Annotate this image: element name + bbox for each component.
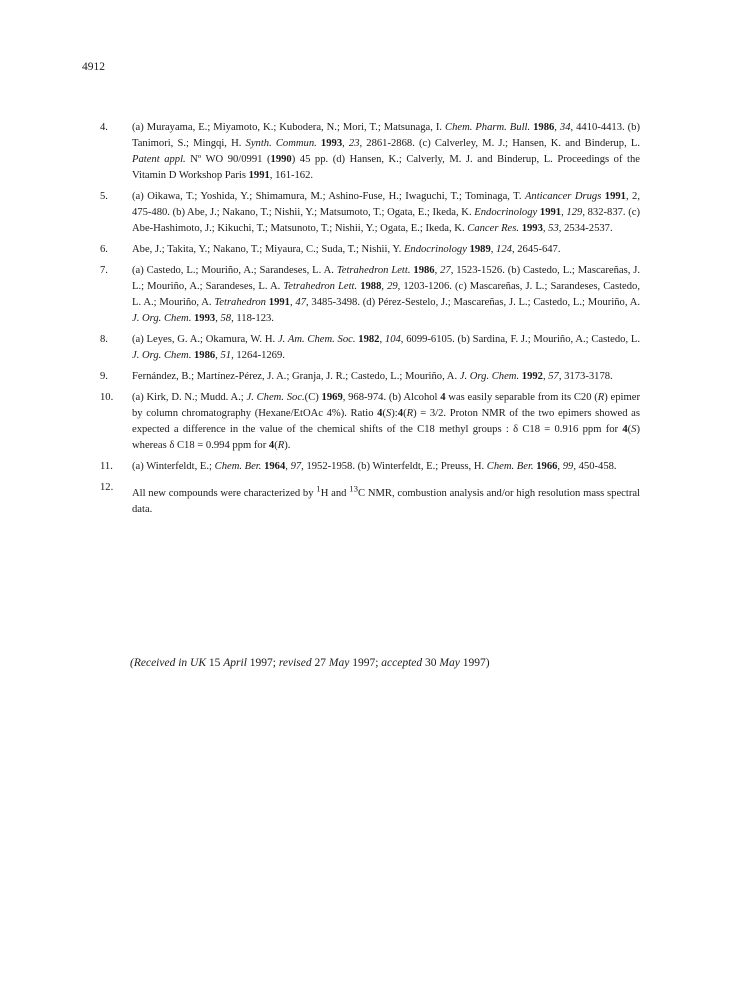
reference-text — [132, 483, 640, 515]
text-segment: Chem. Pharm. Bull. — [445, 122, 531, 133]
text-segment: 4 — [377, 408, 383, 419]
text-segment: , — [557, 461, 563, 472]
text-segment: , 161-162. — [269, 170, 314, 181]
text-segment: 1986 — [533, 122, 555, 133]
text-segment: , — [342, 138, 349, 149]
text-segment: S — [385, 408, 392, 419]
text-segment: Nº WO 90/0991 ( — [185, 154, 271, 165]
text-segment: 124 — [496, 244, 512, 255]
text-segment: (C) — [304, 392, 322, 403]
text-segment: , 3173-3178. — [558, 371, 613, 382]
text-segment: J. Org. Chem. — [132, 350, 192, 361]
reference-number: 10. — [100, 392, 114, 403]
text-segment: ). — [284, 440, 291, 451]
text-segment: 1966 — [536, 461, 558, 472]
text-segment: , — [542, 223, 549, 234]
text-segment: , — [434, 265, 441, 276]
text-segment: , 1203-1206. (c) Mascareñas, J. L.; Sarandeses, Castedo, L. A.; Mouriño, A. — [132, 281, 640, 308]
reference-text — [132, 392, 640, 451]
text-segment: R — [277, 440, 285, 451]
text-segment: 1990 — [270, 154, 292, 165]
text-segment: , 832-837. (c) Abe-Hashimoto, J.; Kikuchi, T.; Matsunoto, T.; Nishii, Y.; Ogata, E.; Ikeda, K. — [132, 207, 641, 234]
text-segment: 1993 — [521, 223, 543, 234]
text-segment: 4 — [268, 440, 275, 451]
text-segment: S — [631, 424, 637, 435]
text-segment: 1991 — [248, 170, 270, 181]
reference-item — [100, 369, 640, 385]
text-segment: J. Am. Chem. Soc. — [277, 334, 356, 345]
text-segment: 4 — [622, 424, 628, 435]
reference-item — [100, 189, 640, 237]
text-segment: May — [328, 657, 350, 669]
reference-text — [132, 461, 617, 472]
text-segment: , 2645-647. — [511, 244, 561, 255]
text-segment: , — [554, 122, 560, 133]
text-segment: Chem. Ber. — [486, 461, 534, 472]
reference-text — [132, 244, 561, 255]
text-segment: ) = 3/2. Proton NMR of the two epimers showed as expected a difference in the value of the chemical shifts of the C18 methyl groups : δ C18 = 0.916 ppm for — [132, 408, 640, 435]
text-segment: 99 — [562, 461, 574, 472]
text-segment: 1986 — [413, 265, 435, 276]
text-segment: , 1264-1269. — [231, 350, 285, 361]
text-segment: Fernández, B.; Martínez-Pérez, J. A.; Granja, J. R.; Castedo, L.; Mouriño, A. — [132, 371, 460, 382]
text-segment: 27 — [311, 657, 329, 669]
text-segment: , 2, 475-480. (b) Abe, J.; Nakano, T.; Nishii, Y.; Matsumoto, T.; Ogata, E.; Ikeda, K. — [132, 191, 640, 218]
text-segment: Patent appl. — [132, 154, 186, 165]
reference-number: 5. — [100, 191, 108, 202]
text-segment: , — [215, 350, 221, 361]
text-segment: ) whereas δ C18 = 0.994 ppm for — [132, 424, 640, 451]
text-segment: ): — [391, 408, 398, 419]
text-segment: May — [439, 657, 460, 669]
text-segment: , 450-458. — [573, 461, 617, 472]
text-segment: 51 — [220, 350, 232, 361]
text-segment: 23 — [348, 138, 360, 149]
text-segment: , 2861-2868. (c) Calverley, M. J.; Hansen, K. and Binderup, L. — [359, 138, 640, 149]
text-segment: Endocrinology — [403, 244, 467, 255]
text-segment: (a) Leyes, G. A.; Okamura, W. H. — [132, 334, 278, 345]
text-segment: 1991 — [268, 297, 290, 308]
text-segment: 1988 — [360, 281, 382, 292]
text-segment: 1969 — [321, 392, 343, 403]
text-segment: ( — [403, 408, 407, 419]
text-segment: 1991 — [539, 207, 562, 218]
text-segment: 47 — [295, 297, 306, 308]
text-segment: (Received in UK — [130, 657, 206, 669]
text-segment: Tetrahedron — [214, 297, 266, 308]
text-segment: , 4410-4413. (b) Tanimori, S.; Mingqi, H. — [132, 122, 641, 149]
reference-number: 12. — [100, 482, 114, 493]
text-segment: 1997) — [459, 657, 490, 669]
text-segment: 4 — [440, 392, 446, 403]
reference-item — [100, 332, 640, 364]
text-segment: , — [215, 313, 221, 324]
text-segment: , — [379, 334, 385, 345]
text-segment: All new compounds were characterized by — [132, 487, 317, 499]
reference-number: 11. — [100, 461, 113, 472]
text-segment: Cancer Res. — [467, 223, 520, 234]
text-segment: 1997; — [349, 657, 382, 669]
reference-number: 7. — [100, 265, 108, 276]
text-segment: (a) Kirk, D. N.; Mudd. A.; — [132, 392, 247, 403]
text-segment: ( — [627, 424, 632, 435]
reference-text — [132, 122, 640, 181]
reference-item — [100, 390, 640, 454]
text-segment: Tetrahedron Lett. — [283, 281, 358, 292]
text-segment: , 3485-3498. (d) Pérez-Sestelo, J.; Mascareñas, J. L.; Castedo, L.; Mouriño, A. — [306, 297, 641, 308]
text-segment: Synth. Commun. — [245, 138, 317, 149]
text-segment: 15 — [206, 657, 224, 669]
page-number: 4912 — [82, 61, 105, 73]
text-segment: 29 — [387, 281, 398, 292]
text-segment: , 6099-6105. (b) Sardina, F. J.; Mouriño, A.; Castedo, L. — [400, 334, 641, 345]
text-segment: , — [285, 461, 291, 472]
text-segment: 1993 — [194, 313, 216, 324]
text-segment: revised — [278, 657, 312, 669]
text-segment: J. Org. Chem. — [459, 371, 520, 382]
text-segment: 1993 — [320, 138, 343, 149]
text-segment: R — [597, 392, 605, 403]
received-dates-note — [130, 657, 490, 669]
text-segment: , 118-123. — [231, 313, 274, 324]
text-segment: 53 — [548, 223, 559, 234]
reference-number: 8. — [100, 334, 108, 345]
text-segment: 34 — [559, 122, 571, 133]
reference-number: 6. — [100, 244, 108, 255]
text-segment: Endocrinology — [474, 207, 538, 218]
text-segment: 58 — [220, 313, 232, 324]
reference-item — [100, 263, 640, 327]
text-segment: April — [223, 657, 247, 669]
text-segment: , — [490, 244, 497, 255]
text-segment: Tetrahedron Lett. — [336, 265, 411, 276]
text-segment: , 2534-2537. — [558, 223, 613, 234]
text-segment: ( — [274, 440, 278, 451]
text-segment: 1989 — [469, 244, 491, 255]
text-segment: 1991 — [604, 191, 626, 202]
text-segment: ) 45 pp. (d) Hansen, K.; Calverly, M. J. and Binderup, L. Proceedings of the Vitamin D Workshop Paris — [132, 154, 640, 181]
text-segment: ) epimer by column chromatography (Hexane/EtOAc 4%). Ratio — [132, 392, 640, 419]
text-segment: 1964 — [264, 461, 286, 472]
text-segment: 13 — [349, 483, 359, 493]
reference-text — [132, 265, 640, 324]
text-segment: (a) Castedo, L.; Mouriño, A.; Sarandeses, L. A. — [132, 265, 337, 276]
reference-text — [132, 334, 640, 361]
text-segment: H and — [320, 487, 350, 499]
text-segment: , 1952-1958. (b) Winterfeldt, E.; Preuss, H. — [301, 461, 487, 472]
text-segment: 1992 — [521, 371, 543, 382]
reference-item — [100, 242, 640, 258]
text-segment: , — [542, 371, 549, 382]
text-segment: , 968-974. (b) Alcohol — [342, 392, 441, 403]
reference-text — [132, 191, 640, 234]
reference-item — [100, 480, 640, 518]
reference-number: 4. — [100, 122, 108, 133]
text-segment: C NMR, combustion analysis and/or high resolution mass spectral data. — [132, 487, 640, 515]
text-segment: , — [381, 281, 388, 292]
text-segment: , — [561, 207, 567, 218]
text-segment: accepted — [381, 657, 423, 669]
text-segment: R — [406, 408, 414, 419]
text-segment: 4 — [397, 408, 404, 419]
text-segment: 104 — [384, 334, 401, 345]
reference-item — [100, 120, 640, 184]
reference-number: 9. — [100, 371, 108, 382]
text-segment: 1982 — [358, 334, 380, 345]
text-segment: 97 — [290, 461, 302, 472]
text-segment: 1997; — [246, 657, 279, 669]
text-segment: J. Chem. Soc. — [246, 392, 305, 403]
text-segment: ( — [382, 408, 386, 419]
text-segment: Anticancer Drugs — [524, 191, 602, 202]
text-segment: 30 — [422, 657, 440, 669]
text-segment: , 1523-1526. (b) Castedo, L.; Mascareñas, J. L.; Mouriño, A.; Sarandeses, L. A. — [132, 265, 641, 292]
text-segment: (a) Oikawa, T.; Yoshida, Y.; Shimamura, M.; Ashino-Fuse, H.; Iwaguchi, T.; Tominaga, T. — [132, 191, 525, 202]
text-segment: 27 — [440, 265, 451, 276]
text-segment: was easily separable from its C20 ( — [445, 392, 598, 403]
reference-list — [100, 120, 640, 523]
text-segment: 1986 — [194, 350, 216, 361]
reference-item — [100, 459, 640, 475]
text-segment: Abe, J.; Takita, Y.; Nakano, T.; Miyaura, C.; Suda, T.; Nishii, Y. — [132, 244, 404, 255]
text-segment: J. Org. Chem. — [132, 313, 192, 324]
text-segment: 1 — [316, 483, 321, 493]
text-segment: 57 — [548, 371, 559, 382]
text-segment: (a) Winterfeldt, E.; — [132, 461, 215, 472]
text-segment: , — [289, 297, 296, 308]
text-segment: 129 — [566, 207, 583, 218]
text-segment: Chem. Ber. — [214, 461, 262, 472]
text-segment: (a) Murayama, E.; Miyamoto, K.; Kubodera, N.; Mori, T.; Matsunaga, I. — [132, 122, 445, 133]
reference-text — [132, 371, 613, 382]
